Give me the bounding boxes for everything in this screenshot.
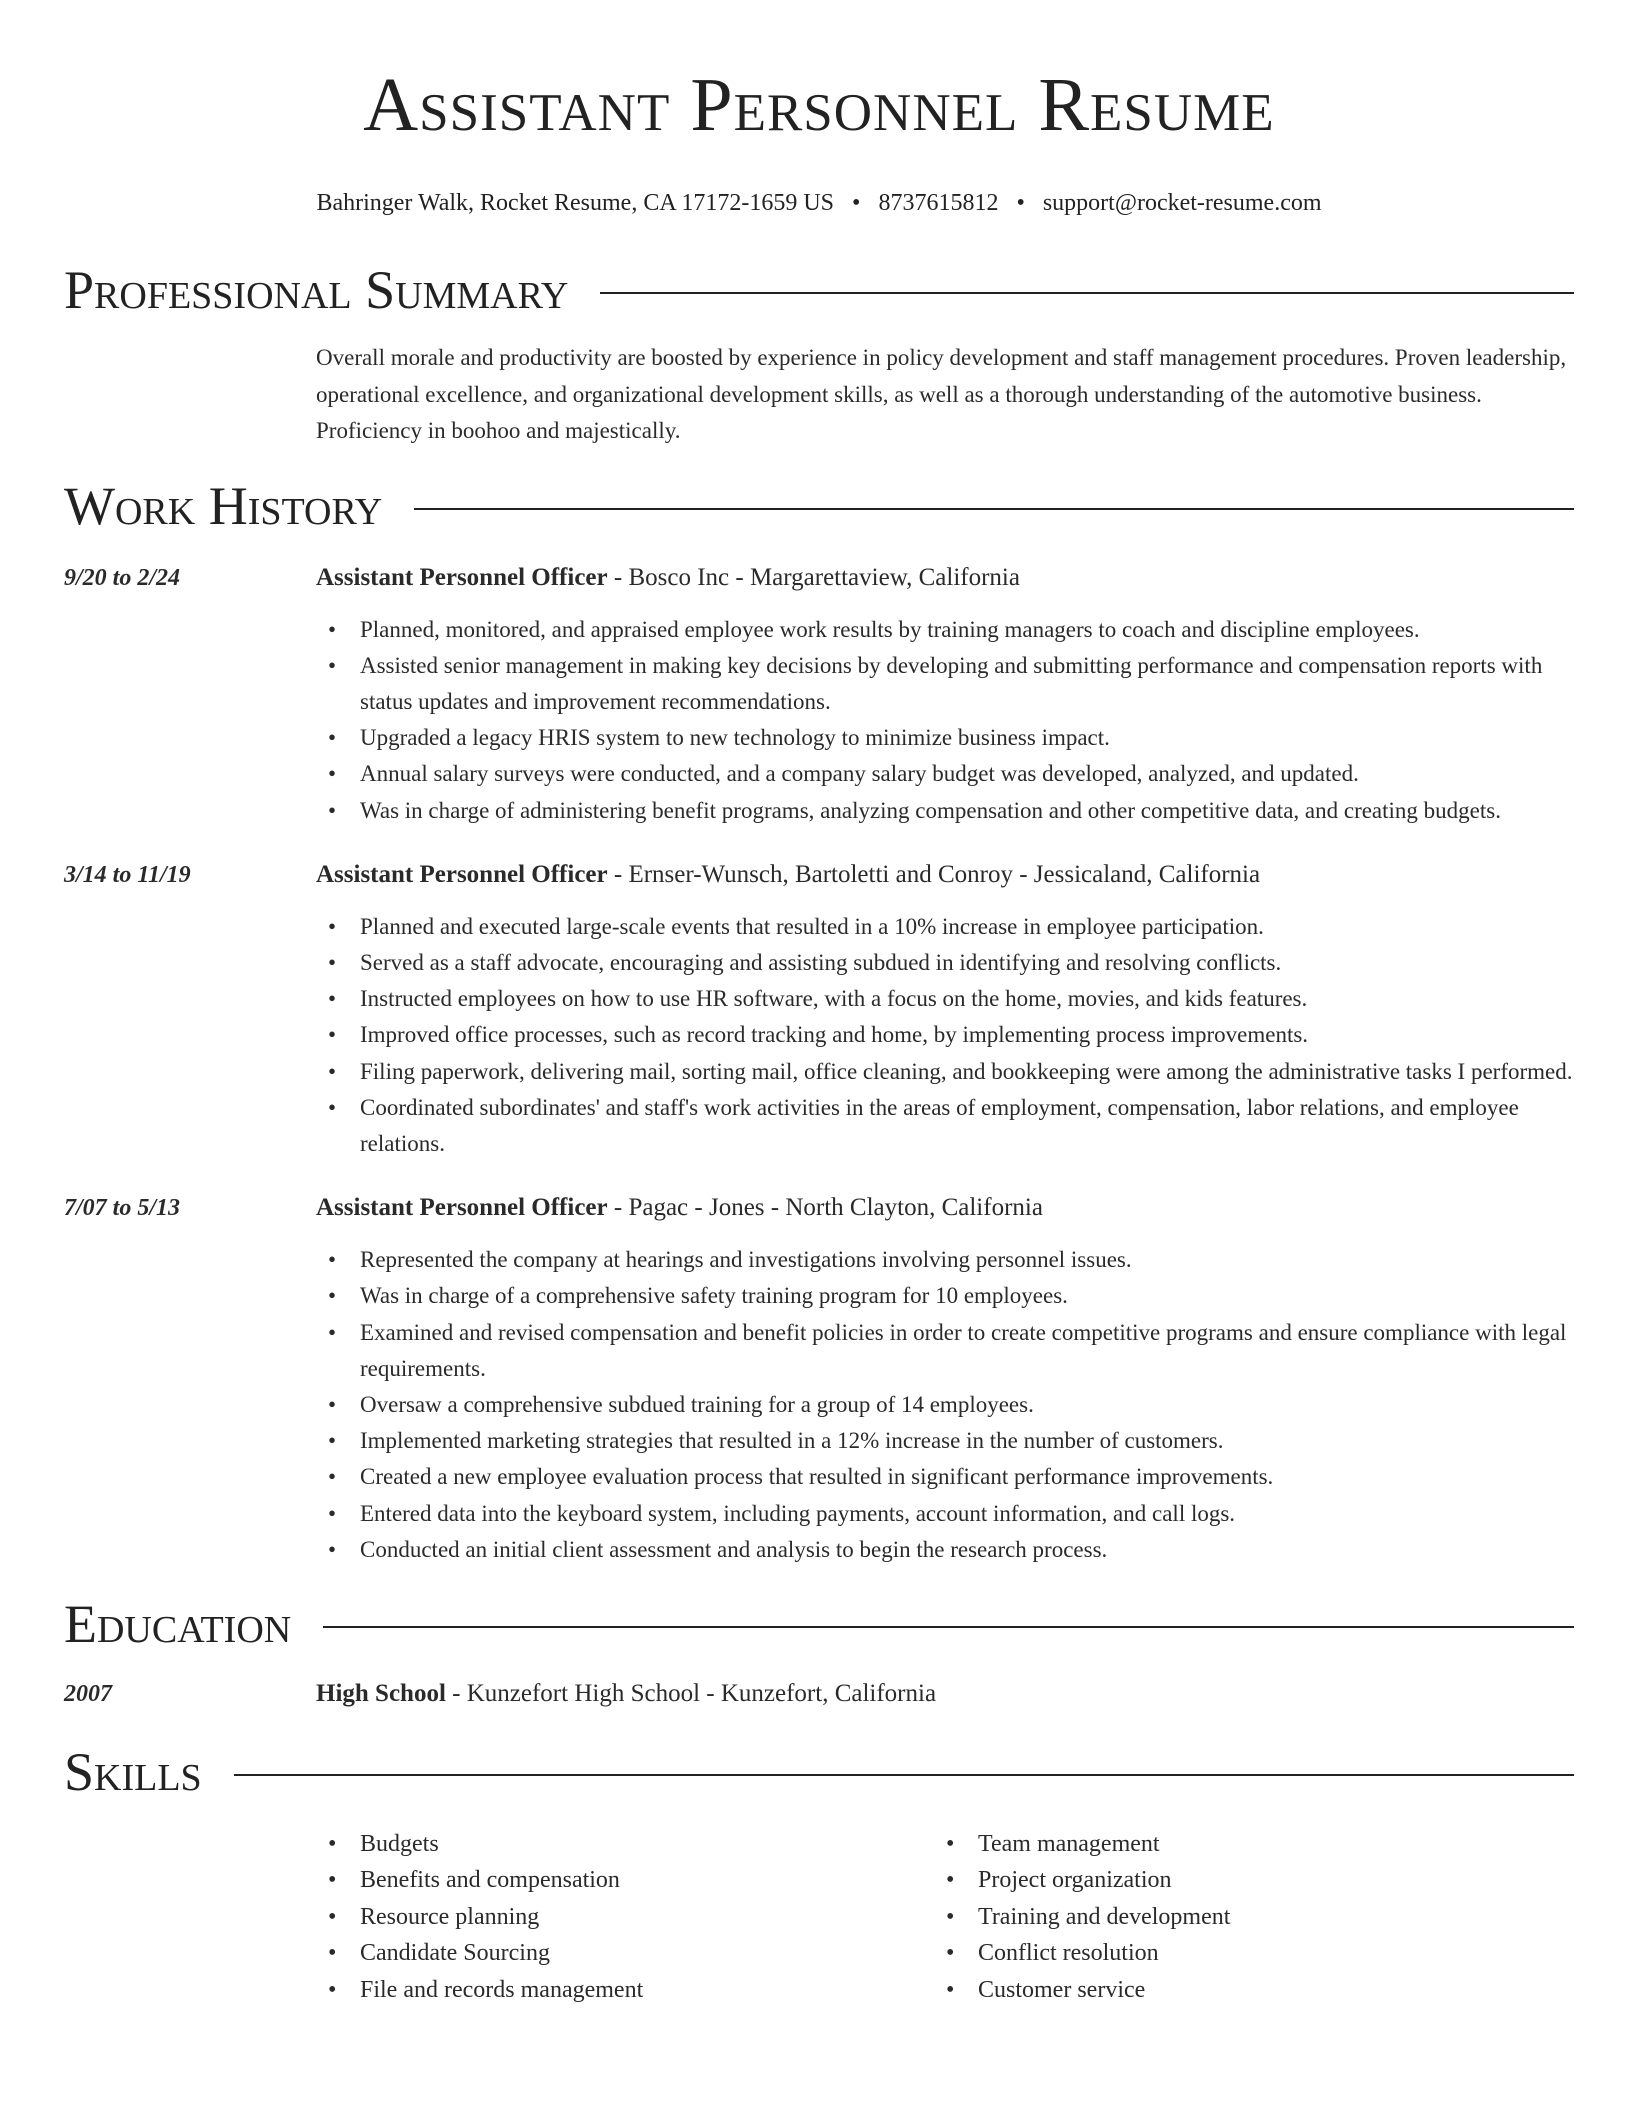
job-entry — [64, 560, 1574, 829]
job-bullet: • Conducted an initial client assessment and analysis to begin the research process. — [316, 1532, 1574, 1568]
job-details: - Ernser-Wunsch, Bartoletti and Conroy - Jessicaland, California — [607, 860, 1261, 888]
education-section-header — [64, 1594, 1574, 1654]
job-bullet: • Upgraded a legacy HRIS system to new technology to minimize business impact. — [316, 720, 1574, 756]
resume-title: Assistant Personnel Resume — [363, 63, 1275, 147]
job-position: Assistant Personnel Officer — [316, 860, 608, 888]
skill-item: • Training and development — [934, 1899, 1552, 1936]
job-bullet: • Implemented marketing strategies that resulted in a 12% increase in the number of customers. — [316, 1423, 1574, 1459]
job-details: - Bosco Inc - Margarettaview, California — [607, 563, 1020, 591]
contact-email: support@rocket-resume.com — [1042, 190, 1322, 216]
education-details: - Kunzefort High School - Kunzefort, California — [445, 1679, 937, 1707]
skill-item: • Conflict resolution — [934, 1935, 1552, 1972]
job-dates: 3/14 to 11/19 — [64, 861, 191, 888]
job-bullets — [316, 1242, 1574, 1568]
work-section-header — [64, 476, 1574, 536]
job-heading — [316, 1190, 1574, 1226]
education-section-title: Education — [64, 1593, 292, 1654]
job-details: - Pagac - Jones - North Clayton, California — [607, 1194, 1043, 1222]
job-position: Assistant Personnel Officer — [316, 563, 608, 591]
skill-item: • Candidate Sourcing — [316, 1935, 934, 1972]
contact-phone: 8737615812 — [878, 190, 999, 216]
skill-item: • Benefits and compensation — [316, 1862, 934, 1899]
skill-item: • Customer service — [934, 1972, 1552, 2009]
section-divider — [414, 508, 1574, 510]
job-heading — [316, 560, 1574, 596]
job-bullet: • Entered data into the keyboard system, including payments, account information, and call logs. — [316, 1496, 1574, 1532]
job-dates: 7/07 to 5/13 — [64, 1195, 181, 1222]
work-history-list — [64, 560, 1574, 1568]
job-bullet: • Improved office processes, such as record tracking and home, by implementing process improvements. — [316, 1017, 1574, 1053]
job-body — [316, 560, 1574, 829]
job-entry — [64, 857, 1574, 1162]
job-bullet: • Served as a staff advocate, encouraging and assisting subdued in identifying and resolving conflicts. — [316, 945, 1574, 981]
job-bullet: • Represented the company at hearings and investigations involving personnel issues. — [316, 1242, 1574, 1278]
job-entry — [64, 1190, 1574, 1568]
job-bullets — [316, 909, 1574, 1162]
job-dates: 9/20 to 2/24 — [64, 564, 181, 591]
job-bullet: • Instructed employees on how to use HR software, with a focus on the home, movies, and kids features. — [316, 981, 1574, 1017]
job-bullet: • Filing paperwork, delivering mail, sorting mail, office cleaning, and bookkeeping were among the administrative tasks I performed. — [316, 1054, 1574, 1090]
section-divider — [600, 292, 1574, 294]
job-bullet: • Coordinated subordinates' and staff's work activities in the areas of employment, compensation, labor relations, and employee relations. — [316, 1090, 1574, 1162]
section-divider — [323, 1626, 1574, 1628]
education-year: 2007 — [64, 1680, 112, 1707]
job-bullet: • Planned and executed large-scale events that resulted in a 10% increase in employee participation. — [316, 909, 1574, 945]
job-bullet: • Was in charge of administering benefit programs, analyzing compensation and other competitive data, and creating budgets. — [316, 793, 1574, 829]
contact-address: Bahringer Walk, Rocket Resume, CA 17172-1659 US — [316, 190, 835, 216]
job-bullet: • Created a new employee evaluation process that resulted in significant performance improvements. — [316, 1459, 1574, 1495]
skill-item: • File and records management — [316, 1972, 934, 2009]
education-heading — [316, 1676, 1574, 1712]
resume-page — [64, 0, 1574, 2008]
job-bullet: • Assisted senior management in making key decisions by developing and submitting performance and compensation reports with status updates and improvement recommendations. — [316, 648, 1574, 720]
contact-separator: • — [1016, 190, 1025, 216]
education-entry — [64, 1676, 1574, 1712]
job-bullet: • Examined and revised compensation and benefit policies in order to create competitive programs and ensure compliance with legal requirements. — [316, 1315, 1574, 1387]
summary-text: Overall morale and productivity are boosted by experience in policy development and staff management procedures. Proven leadership, operational excellence, and organizational development skills, as well as a thorough understanding of the automotive business. Proficiency in boohoo and majestically. — [316, 345, 1567, 443]
section-divider — [234, 1774, 1574, 1776]
skills-left-column — [316, 1826, 934, 2009]
job-bullet: • Annual salary surveys were conducted, and a company salary budget was developed, analyzed, and updated. — [316, 756, 1574, 792]
skills-section-title: Skills — [64, 1741, 202, 1802]
contact-line — [64, 188, 1574, 218]
skill-item: • Resource planning — [316, 1899, 934, 1936]
skill-item: • Budgets — [316, 1826, 934, 1863]
job-body — [316, 1190, 1574, 1568]
skills-columns — [316, 1826, 1574, 2009]
job-bullet: • Was in charge of a comprehensive safety training program for 10 employees. — [316, 1278, 1574, 1314]
job-bullets — [316, 612, 1574, 829]
contact-separator: • — [852, 190, 861, 216]
summary-section-title: Professional Summary — [64, 260, 569, 320]
job-position: Assistant Personnel Officer — [316, 1194, 608, 1222]
skills-right-column — [934, 1826, 1552, 2009]
skills-section-header — [64, 1742, 1574, 1802]
job-bullet: • Planned, monitored, and appraised employee work results by training managers to coach and discipline employees. — [316, 612, 1574, 648]
summary-section-header — [64, 260, 1574, 320]
job-bullet: • Oversaw a comprehensive subdued training for a group of 14 employees. — [316, 1387, 1574, 1423]
work-section-title: Work History — [64, 475, 383, 536]
skill-item: • Project organization — [934, 1862, 1552, 1899]
job-heading — [316, 857, 1574, 893]
education-degree: High School — [316, 1679, 446, 1707]
skill-item: • Team management — [934, 1826, 1552, 1863]
job-body — [316, 857, 1574, 1162]
